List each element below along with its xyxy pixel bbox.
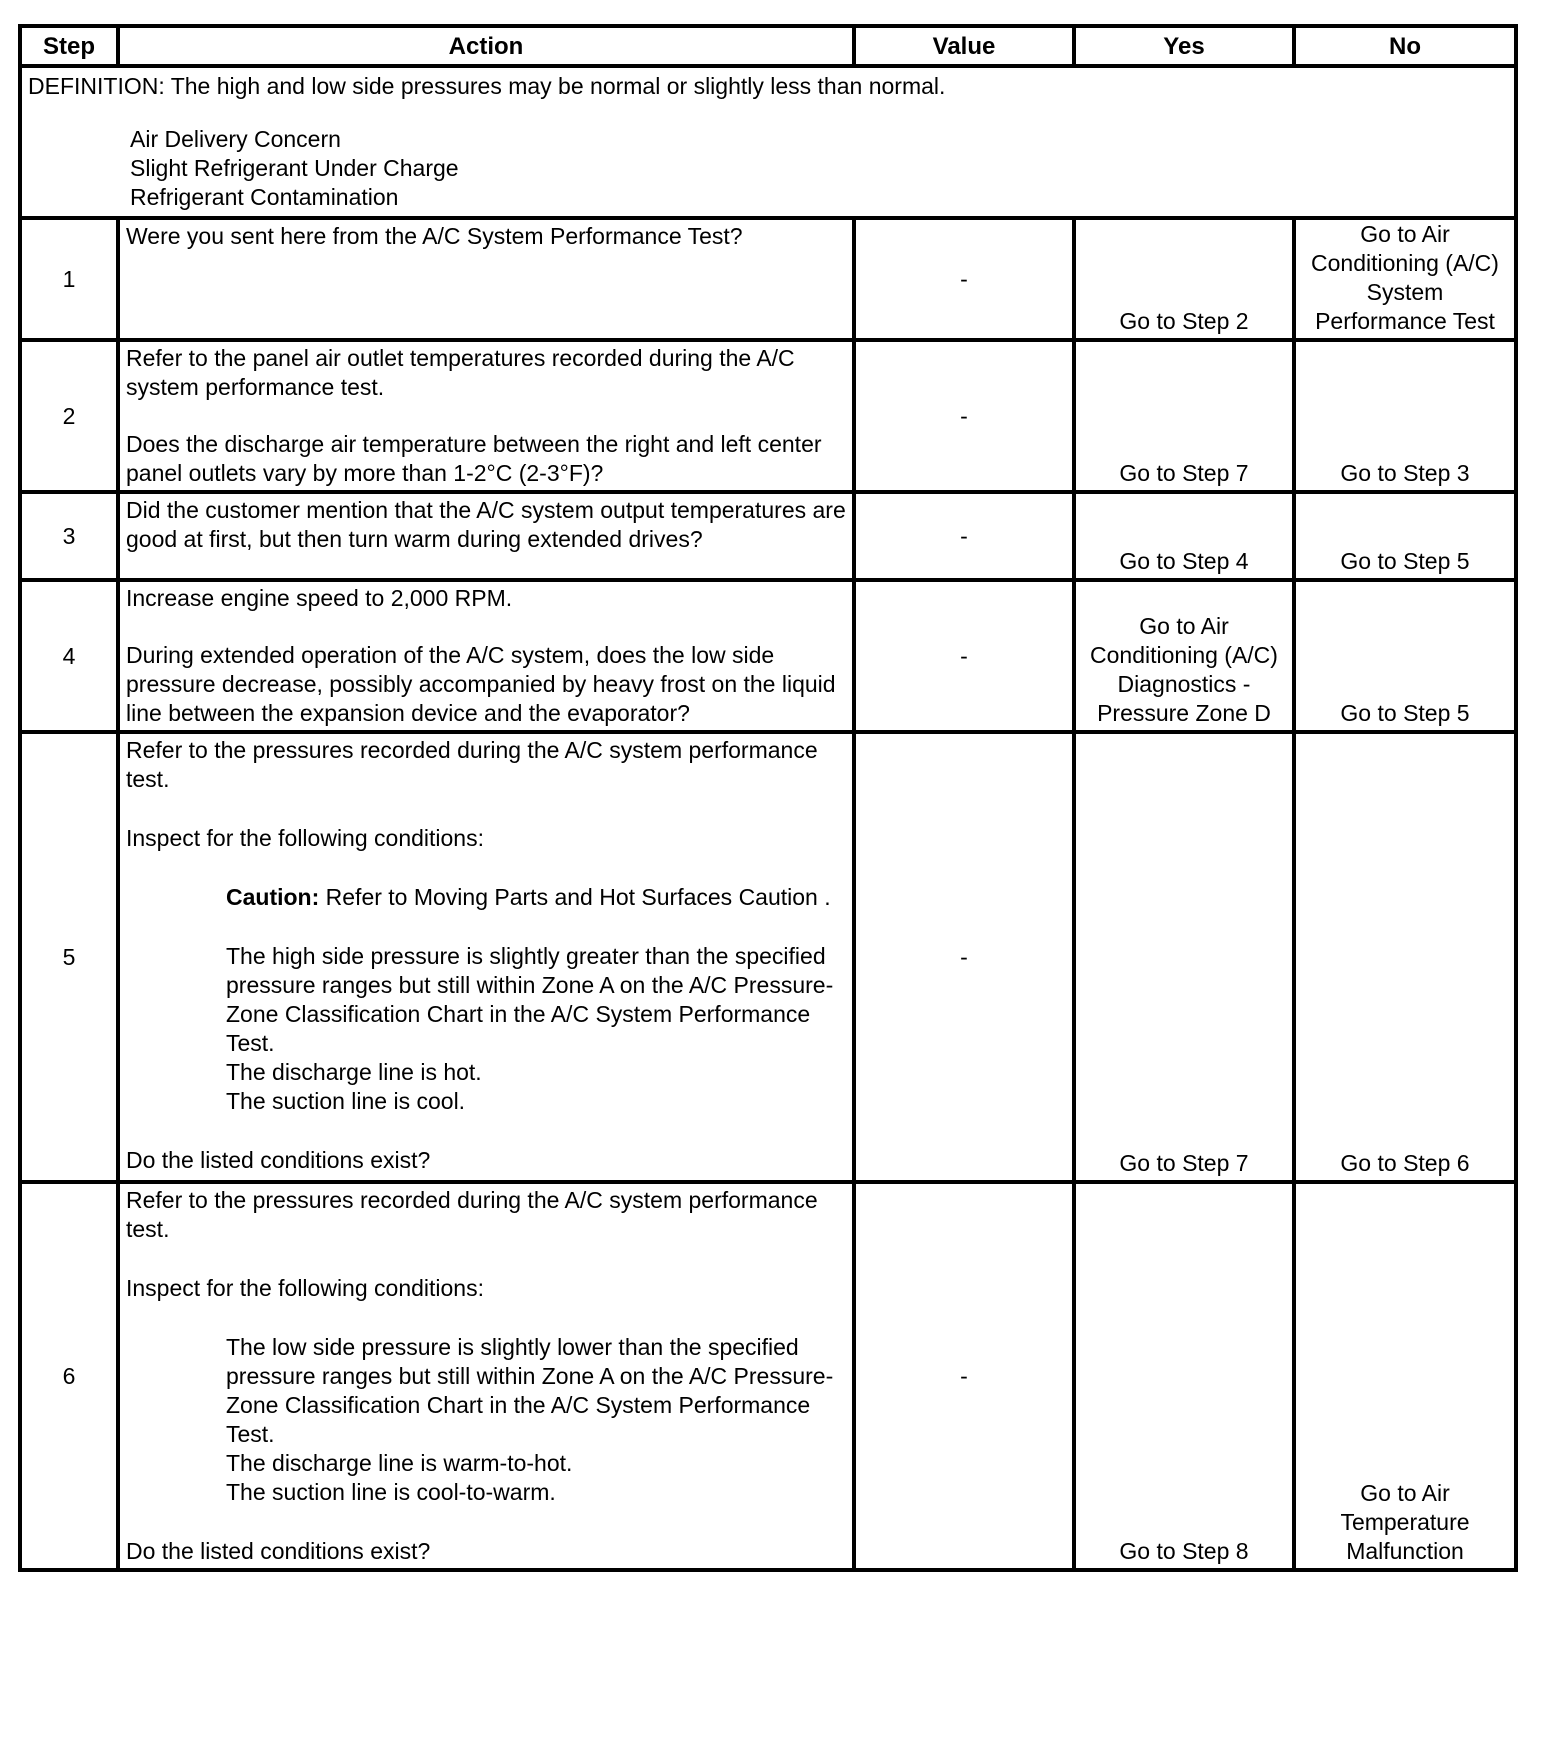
definition-item: Refrigerant Contamination [130,184,399,210]
step-number: 4 [20,580,118,732]
definition-item: Air Delivery Concern [130,126,341,152]
no-cell: Go to Step 5 [1294,492,1516,580]
step-row-3 [20,492,1516,580]
caution-text: Refer to Moving Parts and Hot Surfaces Caution . [319,884,831,910]
caution-block [226,883,848,1116]
action-cell [118,218,854,340]
step-row-5 [20,732,1516,1182]
step-row-6 [20,1182,1516,1570]
value-cell: - [854,340,1074,492]
step-number: 5 [20,732,118,1182]
step-number: 1 [20,218,118,340]
action-question: Do the listed conditions exist? [126,1147,431,1173]
action-text: Increase engine speed to 2,000 RPM. [126,585,513,611]
action-text: Did the customer mention that the A/C system output temperatures are good at first, but then turn warm during extended drives? [126,497,846,552]
condition-item: The high side pressure is slightly greater than the specified pressure ranges but still within Zone A on the A/C Pressure-Zone Classification Chart in the A/C System Performance Test. [226,943,834,1056]
condition-item: The discharge line is warm-to-hot. [226,1450,573,1476]
action-question: Do the listed conditions exist? [126,1538,431,1564]
no-cell: Go to Step 3 [1294,340,1516,492]
inspect-text: Inspect for the following conditions: [126,1275,484,1301]
step-row-1 [20,218,1516,340]
inspect-text: Inspect for the following conditions: [126,825,484,851]
step-number: 2 [20,340,118,492]
action-text: Refer to the pressures recorded during the A/C system performance test. [126,1187,818,1242]
step-number: 3 [20,492,118,580]
yes-cell: Go to Step 7 [1074,340,1294,492]
action-cell [118,340,854,492]
header-value: Value [854,26,1074,66]
step-number: 6 [20,1182,118,1570]
action-text: Refer to the panel air outlet temperatures recorded during the A/C system performance test. [126,345,795,400]
action-question: Does the discharge air temperature between the right and left center panel outlets vary by more than 1-2°C (2-3°F)? [126,431,822,486]
diagnostic-table [18,24,1518,1572]
yes-cell: Go to Air Conditioning (A/C) Diagnostics - Pressure Zone D [1074,580,1294,732]
yes-cell: Go to Step 7 [1074,732,1294,1182]
action-cell [118,732,854,1182]
definition-row [20,66,1516,218]
condition-item: The suction line is cool. [226,1088,466,1114]
action-text: Were you sent here from the A/C System Performance Test? [126,223,743,249]
header-action: Action [118,26,854,66]
action-cell [118,1182,854,1570]
value-cell: - [854,1182,1074,1570]
header-no: No [1294,26,1516,66]
yes-cell: Go to Step 8 [1074,1182,1294,1570]
no-cell: Go to Step 5 [1294,580,1516,732]
header-step: Step [20,26,118,66]
no-cell: Go to Air Conditioning (A/C) System Performance Test [1294,218,1516,340]
value-cell: - [854,218,1074,340]
yes-cell: Go to Step 4 [1074,492,1294,580]
step-row-2 [20,340,1516,492]
value-cell: - [854,492,1074,580]
action-cell [118,580,854,732]
action-cell [118,492,854,580]
definition-cell [20,66,1516,218]
no-cell: Go to Air Temperature Malfunction [1294,1182,1516,1570]
value-cell: - [854,732,1074,1182]
header-row [20,26,1516,66]
yes-cell: Go to Step 2 [1074,218,1294,340]
header-yes: Yes [1074,26,1294,66]
step-row-4 [20,580,1516,732]
definition-list [130,125,1508,212]
value-cell: - [854,580,1074,732]
action-text: Refer to the pressures recorded during the A/C system performance test. [126,737,818,792]
action-question: During extended operation of the A/C system, does the low side pressure decrease, possibly accompanied by heavy frost on the liquid line between the expansion device and the evaporator? [126,642,836,726]
condition-item: The low side pressure is slightly lower than the specified pressure ranges but still within Zone A on the A/C Pressure-Zone Classification Chart in the A/C System Performance Test. [226,1334,834,1447]
definition-item: Slight Refrigerant Under Charge [130,155,459,181]
condition-item: The discharge line is hot. [226,1059,482,1085]
condition-block [226,1333,848,1507]
definition-text: DEFINITION: The high and low side pressures may be normal or slightly less than normal. [28,73,946,99]
no-cell: Go to Step 6 [1294,732,1516,1182]
condition-item: The suction line is cool-to-warm. [226,1479,556,1505]
caution-label: Caution: [226,884,320,910]
